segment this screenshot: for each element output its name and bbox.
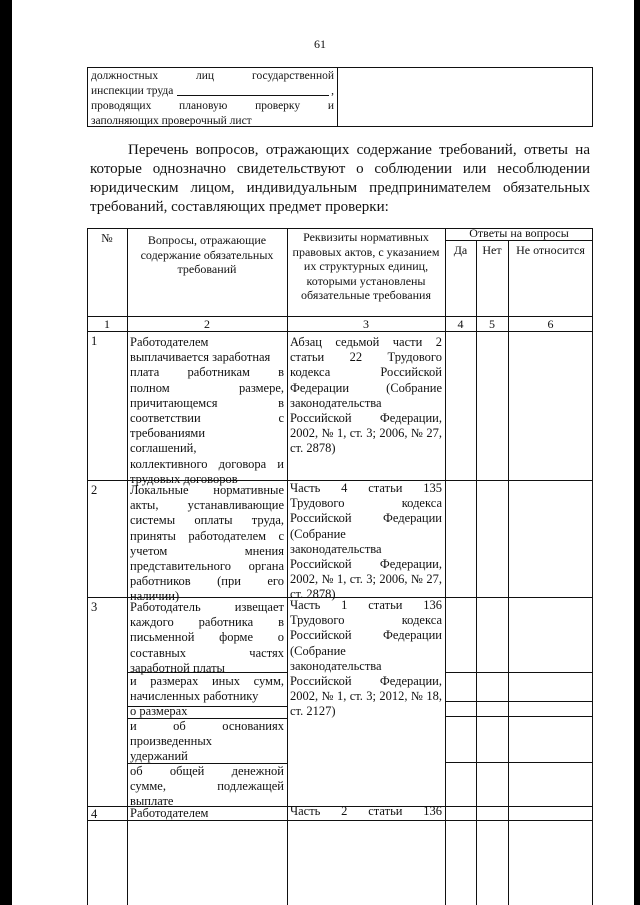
- question-line: и размерах иных сумм,: [130, 674, 284, 688]
- requisite-line: статьи 22 Трудового: [290, 350, 442, 365]
- requisite-line: Российской Федерации: [290, 511, 442, 526]
- question-line: начисленных работнику: [130, 689, 259, 704]
- row-4-requisites: [290, 804, 442, 819]
- question-line: представительного органа: [130, 559, 284, 574]
- question-line: системы оплаты труда,: [130, 513, 284, 528]
- scan-left-edge: [0, 0, 12, 905]
- requisite-line: Трудового кодекса: [290, 613, 442, 628]
- question-line: полном размере,: [130, 380, 284, 395]
- col-number-4: 4: [457, 317, 464, 331]
- row-1-question: [130, 335, 284, 487]
- row-3-question-part-1: [130, 600, 284, 676]
- question-line: плата работникам в: [130, 365, 284, 380]
- question-line: учетом мнения: [130, 543, 284, 558]
- page-number: 61: [314, 37, 326, 51]
- intro-paragraph: [90, 141, 590, 217]
- question-line: коллективного договора и: [130, 456, 284, 471]
- requisite-line: Российской Федерации,: [290, 674, 442, 689]
- requisite-line: 2002, № 1, ст. 3; 2012, № 18,: [290, 689, 442, 704]
- inspector-line-3: проводящих плановую проверку и: [91, 100, 334, 112]
- intro-text: Перечень вопросов, отражающих содержание требований, ответы на которые однозначно свидетельствуют о соблюдении или несоблюдении юридическим лицом, индивидуальным предпринимателем обязательных требований, составляющих предмет проверки:: [90, 142, 590, 215]
- inspector-line-2: [91, 84, 334, 99]
- row-3-requisites: [290, 598, 442, 720]
- question-line: составных частях: [130, 645, 284, 660]
- blank-underline: [177, 84, 329, 96]
- requisite-line: ст. 2127): [290, 704, 336, 719]
- requisite-line: ст. 2878): [290, 587, 336, 602]
- question-line: Работодателем: [130, 335, 209, 349]
- header-questions: Вопросы, отражающие содержание обязательных требований: [140, 233, 274, 277]
- row-3-question-part-4: [130, 719, 284, 765]
- question-line: выплате: [130, 794, 174, 809]
- row3-answer-border-1: [445, 672, 593, 673]
- question-line: письменной форме о: [130, 630, 284, 645]
- signature-table: [87, 67, 593, 127]
- requisite-line: Часть 2 статьи 136: [290, 804, 442, 818]
- requisite-line: 2002, № 1, ст. 3; 2006, № 27,: [290, 426, 442, 441]
- inspector-line-2-comma: ,: [331, 85, 334, 97]
- question-line: Локальные нормативные: [130, 483, 284, 497]
- checklist-table: [87, 228, 593, 905]
- question-line: соответствии с: [130, 411, 284, 426]
- requisite-line: законодательства: [290, 658, 382, 673]
- row3-answer-border-3: [445, 716, 593, 717]
- requisite-line: Часть 1 статьи 136: [290, 598, 442, 612]
- question-line: причитающемся в: [130, 395, 284, 410]
- row-1-requisites: [290, 335, 442, 457]
- col-number-3: 3: [363, 317, 369, 331]
- requisite-line: Федерации (Собрание: [290, 380, 442, 395]
- requisite-line: законодательства: [290, 541, 382, 556]
- question-line: Работодателем: [130, 806, 209, 820]
- requisite-line: законодательства: [290, 395, 382, 410]
- row-2-question: [130, 483, 284, 605]
- requisite-line: кодекса Российской: [290, 365, 442, 380]
- inspector-line-1: должностных лиц государственной: [91, 70, 334, 82]
- inspector-cell: [88, 68, 338, 126]
- question-line: работников (при его: [130, 574, 284, 589]
- row-4-question: [130, 806, 284, 821]
- question-line: произведенных: [130, 734, 212, 749]
- requisite-line: Российской Федерации,: [290, 557, 442, 572]
- question-line: требованиями: [130, 426, 206, 441]
- row3-answer-border-2: [445, 701, 593, 702]
- question-line: наличии): [130, 589, 180, 604]
- row-2-num: 2: [91, 483, 98, 497]
- requisite-line: Трудового кодекса: [290, 496, 442, 511]
- row-4-num: 4: [91, 807, 98, 821]
- header-num: №: [101, 231, 113, 245]
- col-number-2: 2: [204, 317, 210, 331]
- requisite-line: Российской Федерации,: [290, 411, 442, 426]
- question-line: каждого работника в: [130, 615, 284, 630]
- question-line: приняты работодателем с: [130, 528, 284, 543]
- requisite-line: Абзац седьмой части 2: [290, 335, 442, 349]
- requisite-line: 2002, № 1, ст. 3; 2006, № 27,: [290, 572, 442, 587]
- requisite-line: Часть 4 статьи 135: [290, 481, 442, 495]
- question-line: сумме, подлежащей: [130, 779, 284, 794]
- requisite-line: (Собрание: [290, 643, 346, 658]
- question-line: Работодатель извещает: [130, 600, 284, 614]
- row-3-question-part-2: [130, 674, 284, 704]
- inspector-line-4: заполняющих проверочный лист: [91, 115, 252, 127]
- header-no: Нет: [482, 243, 502, 257]
- header-yes: Да: [453, 243, 468, 257]
- question-line: заработной платы: [130, 660, 225, 675]
- inspector-line-2-text: инспекции труда: [91, 85, 174, 97]
- question-line: трудовых договоров: [130, 471, 238, 486]
- row3-answer-border-4: [445, 762, 593, 763]
- col-number-5: 5: [489, 317, 495, 331]
- question-line: удержаний: [130, 749, 188, 764]
- header-answers: Ответы на вопросы: [469, 226, 569, 240]
- question-line: соглашений,: [130, 441, 197, 456]
- question-line: и об основаниях: [130, 719, 284, 733]
- col-number-6: 6: [547, 317, 554, 331]
- row-1-num: 1: [91, 334, 98, 348]
- row-3-question-part-5: [130, 764, 284, 810]
- question-line: о размерах: [130, 704, 188, 718]
- question-line: выплачивается заработная: [130, 350, 271, 365]
- scan-right-edge: [634, 0, 640, 905]
- requisite-line: (Собрание: [290, 526, 346, 541]
- question-line: об общей денежной: [130, 764, 284, 778]
- header-requisites: Реквизиты нормативных правовых актов, с указанием их структурных единиц, которыми установлены обязательные требования: [292, 230, 440, 303]
- requisite-line: Российской Федерации: [290, 628, 442, 643]
- row-2-requisites: [290, 481, 442, 603]
- requisite-line: ст. 2878): [290, 441, 336, 456]
- header-not-applicable: Не относится: [516, 243, 585, 257]
- col-number-1: 1: [104, 317, 110, 331]
- row-3-num: 3: [91, 600, 98, 614]
- question-line: акты, устанавливающие: [130, 498, 284, 513]
- row-3-question-part-3: [130, 704, 284, 719]
